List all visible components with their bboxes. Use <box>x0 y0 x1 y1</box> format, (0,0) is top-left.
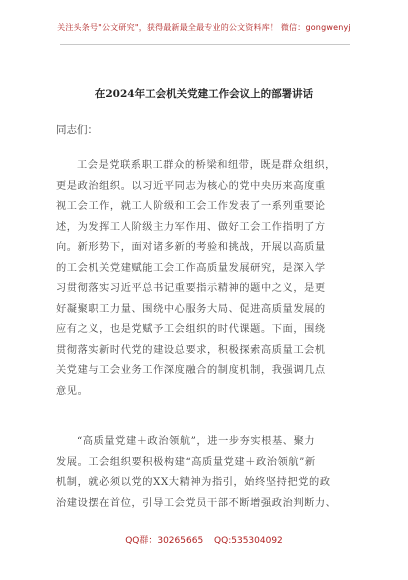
paragraph-line: 意见。 <box>56 385 89 397</box>
paragraph-2 <box>56 432 356 514</box>
footer-contact <box>0 533 408 546</box>
header-divider <box>60 44 350 45</box>
document-title: 在2024年工会机关党建工作会议上的部署讲话 <box>94 88 314 100</box>
paragraph-1 <box>56 156 356 402</box>
paragraph-line: 发展。工会组织要积极构建“高质量党建＋政治领航”新 <box>56 456 316 468</box>
paragraph-line: 述，为发挥工人阶级主力军作用、做好工会工作指明了方 <box>56 221 326 233</box>
header-banner: 关注头条号"公文研究"，获得最新最全最专业的公文资料库！ 微信：gongwenyj <box>57 23 351 32</box>
paragraph-line: 治建设摆在首位，引导工会党员干部不断增强政治判断力、 <box>56 497 337 509</box>
paragraph-line: 的工会机关党建赋能工会工作高质量发展研究，是深入学 <box>56 262 326 274</box>
paragraph-line: “高质量党建＋政治领航”，进一步夯实根基、聚力 <box>77 436 316 447</box>
salutation: 同志们： <box>56 124 98 136</box>
qq-group-number: QQ群：30265665 <box>125 536 204 546</box>
paragraph-line: 应有之义，也是党赋予工会组织的时代课题。下面，围绕 <box>56 324 326 335</box>
paragraph-line: 关党建与工会业务工作深度融合的制度机制，我强调几点 <box>56 365 326 376</box>
paragraph-line: 习贯彻落实习近平总书记重要指示精神的题中之义，是更 <box>56 283 326 294</box>
paragraph-line: 工会是党联系职工群众的桥梁和纽带，既是群众组织， <box>77 160 336 171</box>
qq-number: QQ:535304092 <box>214 536 283 546</box>
paragraph-line: 向。新形势下，面对诸多新的考验和挑战，开展以高质量 <box>56 242 326 253</box>
paragraph-line: 更是政治组织。以习近平同志为核心的党中央历来高度重 <box>56 180 326 192</box>
paragraph-line: 视工会工作，就工人阶级和工会工作发表了一系列重要论 <box>56 201 326 212</box>
paragraph-line: 机制，就必须以党的XX大精神为指引，始终坚持把党的政 <box>56 477 331 488</box>
paragraph-line: 好凝聚职工力量、围绕中心服务大局、促进高质量发展的 <box>56 303 326 315</box>
paragraph-line: 贯彻落实新时代党的建设总要求，积极探索高质量工会机 <box>56 344 326 356</box>
